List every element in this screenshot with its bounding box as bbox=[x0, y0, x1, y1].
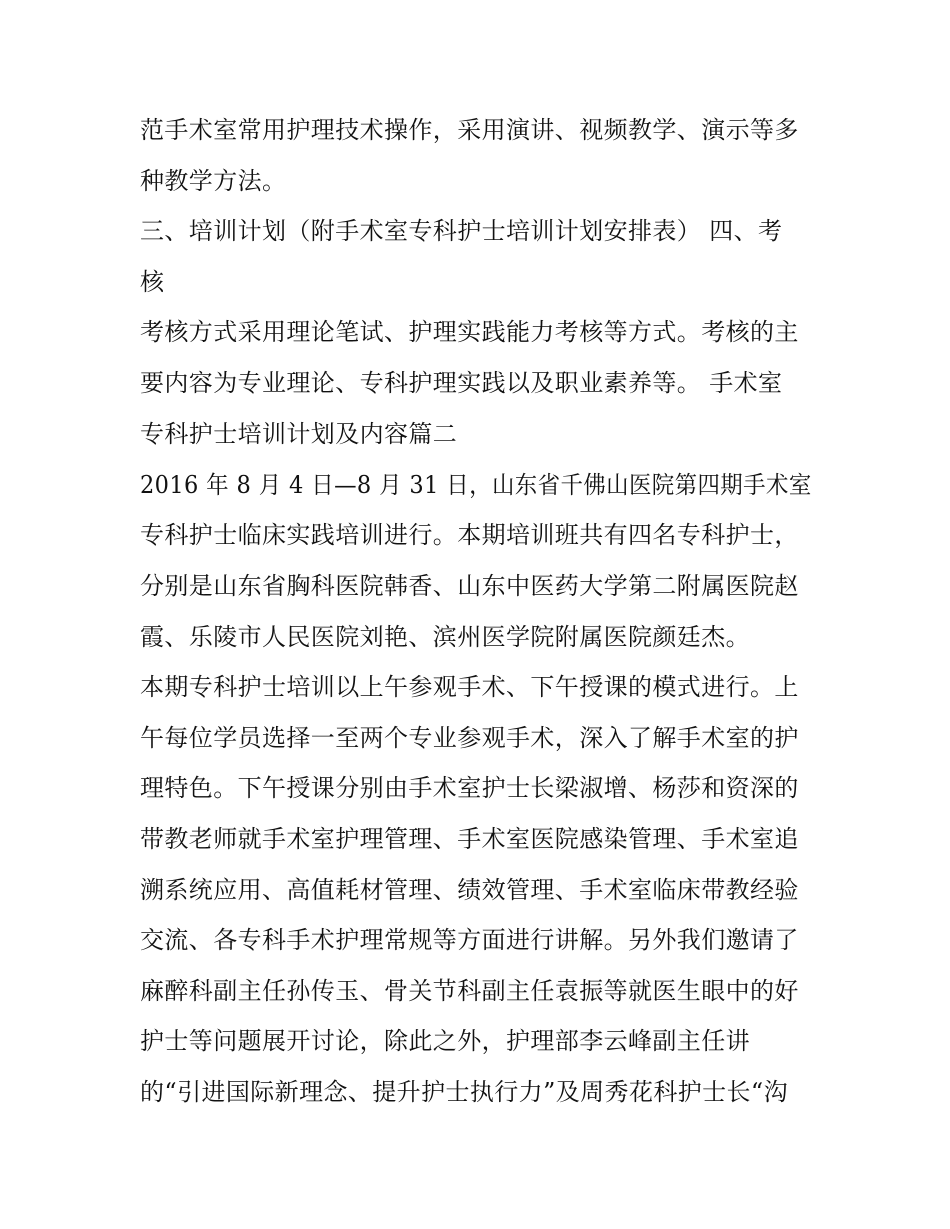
text-line: 专科护士培训计划及内容篇二 bbox=[140, 420, 458, 448]
text-line: 护士等问题展开讨论，除此之外，护理部李云峰副主任讲 bbox=[140, 1027, 750, 1055]
text-line: 午每位学员选择一至两个专业参观手术，深入了解手术室的护 bbox=[140, 724, 799, 752]
text-line: 交流、各专科手术护理常规等方面进行讲解。另外我们邀请了 bbox=[140, 926, 799, 954]
text-line: 的“引进国际新理念、提升护士执行力”及周秀花科护士长“沟 bbox=[140, 1078, 789, 1106]
text-line: 核 bbox=[140, 268, 165, 296]
text-line: 麻醉科副主任孙传玉、骨关节科副主任袁振等就医生眼中的好 bbox=[140, 977, 799, 1005]
text-line: 范手术室常用护理技术操作，采用演讲、视频教学、演示等多 bbox=[140, 116, 799, 144]
text-line: 种教学方法。 bbox=[140, 167, 287, 195]
text-line: 带教老师就手术室护理管理、手术室医院感染管理、手术室追 bbox=[140, 825, 799, 853]
text-line: 分别是山东省胸科医院韩香、山东中医药大学第二附属医院赵 bbox=[140, 572, 799, 600]
text-line: 本期专科护士培训以上午参观手术、下午授课的模式进行。上 bbox=[140, 673, 799, 701]
text-line: 2016 年 8 月 4 日—8 月 31 日，山东省千佛山医院第四期手术室 bbox=[140, 471, 812, 499]
text-line: 理特色。下午授课分别由手术室护士长梁淑增、杨莎和资深的 bbox=[140, 774, 799, 802]
text-line: 溯系统应用、高值耗材管理、绩效管理、手术室临床带教经验 bbox=[140, 876, 799, 904]
text-line: 霞、乐陵市人民医院刘艳、滨州医学院附属医院颜廷杰。 bbox=[140, 623, 750, 651]
text-line: 要内容为专业理论、专科护理实践以及职业素养等。 手术室 bbox=[140, 369, 783, 397]
text-line: 专科护士临床实践培训进行。本期培训班共有四名专科护士， bbox=[140, 521, 799, 549]
text-line: 考核方式采用理论笔试、护理实践能力考核等方式。考核的主 bbox=[140, 318, 799, 346]
text-line: 三、培训计划（附手术室专科护士培训计划安排表） 四、考 bbox=[140, 217, 783, 245]
